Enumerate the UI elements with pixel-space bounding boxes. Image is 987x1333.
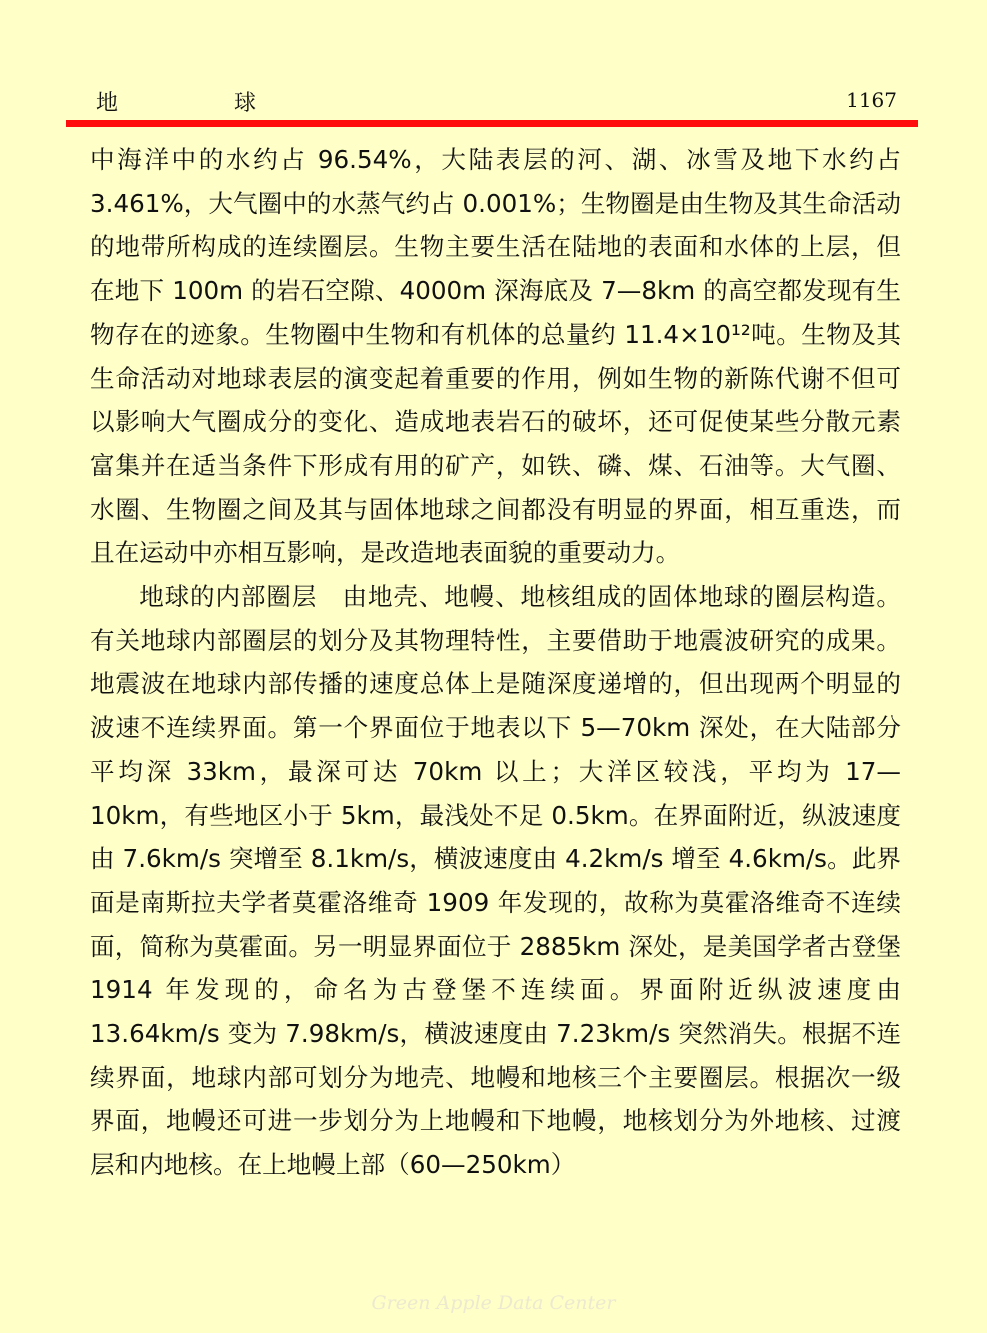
body-text	[90, 138, 901, 1187]
running-header	[90, 86, 897, 118]
running-title	[96, 86, 262, 117]
page-number: 1167	[846, 88, 897, 112]
running-title-char-1: 地	[96, 91, 125, 116]
paragraph-2: 地球的内部圈层 由地壳、地幔、地核组成的固体地球的圈层构造。有关地球内部圈层的划分及其物理特性，主要借助于地震波研究的成果。地震波在地球内部传播的速度总体上是随深度递增的，但出现两个明显的波速不连续界面。第一个界面位于地表以下 5—70km 深处，在大陆部分平均深 33km，最深可达 70km 以上；大洋区较浅，平均为 17—10km，有些地区小于 5km，最浅处不足 0.5km。在界面附近，纵波速度由 7.6km/s 突增至 8.1km/s，横波速度由 4.2km/s 增至 4.6km/s。此界面是南斯拉夫学者莫霍洛维奇 1909 年发现的，故称为莫霍洛维奇不连续面，简称为莫霍面。另一明显界面位于 2885km 深处，是美国学者古登堡 1914 年发现的，命名为古登堡不连续面。界面附近纵波速度由 13.64km/s 变为 7.98km/s，横波速度由 7.23km/s 突然消失。根据不连续界面，地球内部可划分为地壳、地幔和地核三个主要圈层。根据次一级界面，地幔还可进一步划分为上地幔和下地幔，地核划分为外地核、过渡层和内地核。在上地幔上部（60—250km）	[90, 582, 901, 1180]
running-title-char-2: 球	[234, 91, 263, 116]
paragraph-1: 中海洋中的水约占 96.54%，大陆表层的河、湖、冰雪及地下水约占 3.461%，大气圈中的水蒸气约占 0.001%；生物圈是由生物及其生命活动的地带所构成的连续圈层。生物主要生活在陆地的表面和水体的上层，但在地下 100m 的岩石空隙、4000m 深海底及 7—8km 的高空都发现有生物存在的迹象。生物圈中生物和有机体的总量约 11.4×10¹²吨。生物及其生命活动对地球表层的演变起着重要的作用，例如生物的新陈代谢不但可以影响大气圈成分的变化、造成地表岩石的破坏，还可促使某些分散元素富集并在适当条件下形成有用的矿产，如铁、磷、煤、石油等。大气圈、水圈、生物圈之间及其与固体地球之间都没有明显的界面，相互重迭，而且在运动中亦相互影响，是改造地表面貌的重要动力。	[90, 145, 901, 568]
footer-watermark: Green Apple Data Center	[371, 1292, 616, 1314]
header-rule	[66, 120, 918, 127]
